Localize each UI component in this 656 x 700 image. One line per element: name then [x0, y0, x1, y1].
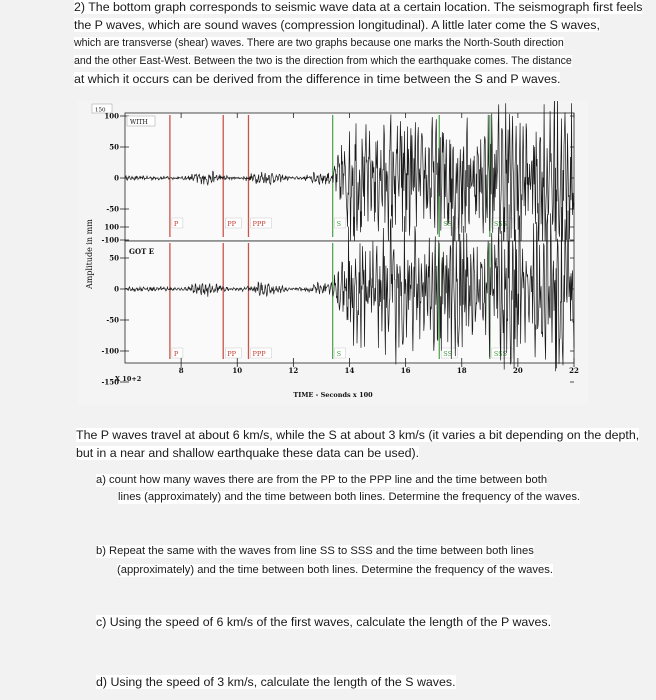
y-tick-label: -100 [101, 346, 119, 356]
x-tick-label: 14 [344, 366, 355, 375]
x-tick-label: 22 [569, 366, 579, 375]
question-a-line-1: a) count how many waves there are from the PP to the PPP line and the time between both [96, 474, 548, 486]
y-tick-label: 50 [109, 253, 119, 263]
intro-line-2: the P waves, which are sound waves (compression longitudinal). A little later come the S waves, [74, 18, 600, 32]
y-tick-label: 100 [104, 111, 119, 121]
intro-line-4: and the other East-West. Between the two is the direction from which the earthquake comes. The distance [74, 55, 572, 67]
y-tick-label: -50 [106, 315, 119, 325]
y-axis-label: Amplitude in mm [85, 219, 94, 289]
phase-label-ppp: PPP [252, 220, 266, 228]
phase-label-s: S [336, 350, 342, 358]
y-tick-label: 50 [109, 142, 119, 152]
phase-label-ss: SS [443, 350, 453, 358]
y-tick-label: -150 [101, 377, 119, 387]
x-tick-label: 12 [288, 366, 299, 375]
x-multiplier-note: X 10+2 [115, 375, 142, 383]
panel-label: GOT E [129, 247, 155, 256]
phase-label-ss: SS [443, 220, 453, 228]
question-b-line-1: b) Repeat the same with the waves from line SS to SSS and the time between both lines [96, 545, 534, 557]
y-tick-label: 100 [104, 222, 119, 232]
x-tick-label: 10 [232, 366, 243, 375]
panel-label: WITH [130, 119, 148, 126]
x-tick-label: 16 [400, 366, 411, 375]
y-tick-label: -50 [106, 204, 119, 214]
body-line-1: The P waves travel at about 6 km/s, while the S at about 3 km/s (it varies a bit depending on the depth, [76, 428, 640, 442]
phase-label-p: P [173, 220, 179, 228]
top-scale-label: 150 [95, 107, 106, 114]
phase-label-pp: PP [227, 220, 236, 228]
x-tick-label: 20 [513, 366, 523, 375]
phase-label-sss: SSS [493, 220, 507, 228]
question-a-line-2: lines (approximately) and the time between both lines. Determine the frequency of the waves. [118, 491, 581, 503]
seismograph-chart [78, 101, 588, 405]
x-tick-label: 18 [456, 366, 467, 375]
phase-label-ppp: PPP [252, 350, 266, 358]
question-d: d) Using the speed of 3 km/s, calculate the length of the S waves. [96, 675, 456, 689]
x-axis-label: TIME - Seconds x 100 [293, 391, 373, 399]
phase-label-sss: SSS [493, 350, 507, 358]
y-tick-label: 0 [114, 173, 119, 183]
intro-line-1: 2) The bottom graph corresponds to seismic wave data at a certain location. The seismograph first feels [74, 0, 643, 14]
question-c: c) Using the speed of 6 km/s of the first waves, calculate the length of the P waves. [96, 615, 552, 629]
phase-label-s: S [336, 220, 342, 228]
phase-label-p: P [173, 350, 179, 358]
body-line-2: but in a near and shallow earthquake these data can be used). [76, 446, 420, 460]
x-tick-label: 8 [178, 366, 184, 375]
intro-line-5: at which it occurs can be derived from the difference in time between the S and P waves. [74, 72, 561, 86]
y-tick-label: -100 [101, 235, 119, 245]
intro-line-3: which are transverse (shear) waves. There are two graphs because one marks the North-South direction [74, 37, 564, 49]
phase-label-pp: PP [227, 350, 236, 358]
y-tick-label: 0 [114, 284, 119, 294]
question-b-line-2: (approximately) and the time between both lines. Determine the frequency of the waves. [117, 564, 553, 576]
seismogram-panel-1 [101, 101, 574, 256]
